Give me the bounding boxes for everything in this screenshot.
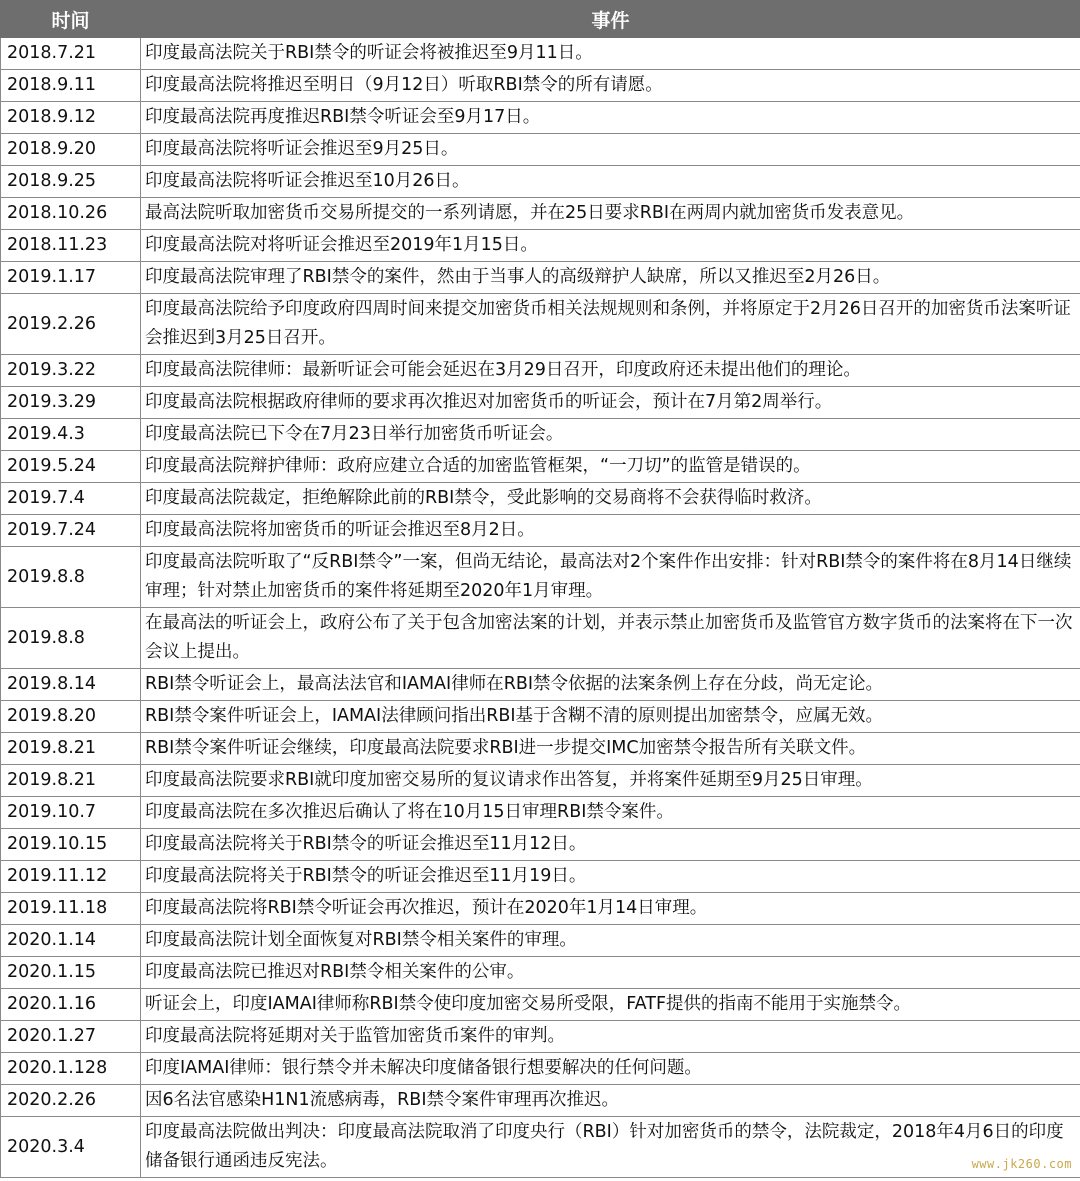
row-event: 印度最高法院律师：最新听证会可能会延迟在3月29日召开，印度政府还未提出他们的理论。 [141, 355, 1080, 387]
row-event: 印度最高法院将推迟至明日（9月12日）听取RBI禁令的所有请愿。 [141, 70, 1080, 102]
table-row [1, 797, 1080, 829]
table-row [1, 419, 1080, 451]
row-event: 印度最高法院在多次推迟后确认了将在10月15日审理RBI禁令案件。 [141, 797, 1080, 829]
row-date: 2019.5.24 [1, 451, 141, 483]
row-date: 2019.8.21 [1, 733, 141, 765]
row-date: 2018.9.11 [1, 70, 141, 102]
row-date: 2020.1.14 [1, 925, 141, 957]
row-date: 2019.3.29 [1, 387, 141, 419]
table-row [1, 925, 1080, 957]
row-event: 印度最高法院关于RBI禁令的听证会将被推迟至9月11日。 [141, 38, 1080, 70]
table-row [1, 733, 1080, 765]
row-date: 2020.3.4 [1, 1117, 141, 1178]
table-row [1, 230, 1080, 262]
row-event: 听证会上，印度IAMAI律师称RBI禁令使印度加密交易所受限，FATF提供的指南不能用于实施禁令。 [141, 989, 1080, 1021]
table-row [1, 957, 1080, 989]
row-date: 2019.8.20 [1, 701, 141, 733]
row-event: 印度最高法院做出判决：印度最高法院取消了印度央行（RBI）针对加密货币的禁令，法院裁定，2018年4月6日的印度储备银行通函违反宪法。 [141, 1117, 1080, 1178]
row-event: 印度最高法院辩护律师：政府应建立合适的加密监管框架，“一刀切”的监管是错误的。 [141, 451, 1080, 483]
row-date: 2019.10.7 [1, 797, 141, 829]
row-event: 印度最高法院将延期对关于监管加密货币案件的审判。 [141, 1021, 1080, 1053]
row-date: 2019.7.24 [1, 515, 141, 547]
row-event: 印度最高法院给予印度政府四周时间来提交加密货币相关法规规则和条例，并将原定于2月26日召开的加密货币法案听证会推迟到3月25日召开。 [141, 294, 1080, 355]
table-row [1, 102, 1080, 134]
row-date: 2020.1.15 [1, 957, 141, 989]
table-row [1, 861, 1080, 893]
table-row [1, 765, 1080, 797]
row-date: 2018.10.26 [1, 198, 141, 230]
row-date: 2018.9.20 [1, 134, 141, 166]
row-date: 2019.4.3 [1, 419, 141, 451]
table-row [1, 70, 1080, 102]
table-row [1, 1053, 1080, 1085]
table-row [1, 451, 1080, 483]
row-event: RBI禁令听证会上，最高法法官和IAMAI律师在RBI禁令依据的法案条例上存在分歧，尚无定论。 [141, 669, 1080, 701]
table-body [1, 38, 1080, 1178]
row-event: 印度最高法院已推迟对RBI禁令相关案件的公审。 [141, 957, 1080, 989]
row-date: 2018.11.23 [1, 230, 141, 262]
table-header [1, 1, 1080, 38]
row-event: 印度IAMAI律师：银行禁令并未解决印度储备银行想要解决的任何问题。 [141, 1053, 1080, 1085]
row-date: 2019.11.18 [1, 893, 141, 925]
row-event: 印度最高法院对将听证会推迟至2019年1月15日。 [141, 230, 1080, 262]
table-row [1, 483, 1080, 515]
table-row [1, 701, 1080, 733]
row-event: 印度最高法院计划全面恢复对RBI禁令相关案件的审理。 [141, 925, 1080, 957]
table-row [1, 893, 1080, 925]
table-row [1, 387, 1080, 419]
header-row [1, 1, 1080, 38]
row-event: 印度最高法院将RBI禁令听证会再次推迟，预计在2020年1月14日审理。 [141, 893, 1080, 925]
row-event: RBI禁令案件听证会继续，印度最高法院要求RBI进一步提交IMC加密禁令报告所有关联文件。 [141, 733, 1080, 765]
row-event: RBI禁令案件听证会上，IAMAI法律顾问指出RBI基于含糊不清的原则提出加密禁令，应属无效。 [141, 701, 1080, 733]
row-event: 印度最高法院将加密货币的听证会推迟至8月2日。 [141, 515, 1080, 547]
row-date: 2019.10.15 [1, 829, 141, 861]
table-row [1, 355, 1080, 387]
table-row [1, 608, 1080, 669]
row-event: 印度最高法院将关于RBI禁令的听证会推迟至11月19日。 [141, 861, 1080, 893]
row-date: 2020.1.16 [1, 989, 141, 1021]
table-row [1, 294, 1080, 355]
table-row [1, 134, 1080, 166]
row-date: 2019.8.21 [1, 765, 141, 797]
row-date: 2019.2.26 [1, 294, 141, 355]
row-date: 2020.2.26 [1, 1085, 141, 1117]
row-date: 2019.8.14 [1, 669, 141, 701]
row-event: 印度最高法院听取了“反RBI禁令”一案，但尚无结论，最高法对2个案件作出安排：针对RBI禁令的案件将在8月14日继续审理；针对禁止加密货币的案件将延期至2020年1月审理。 [141, 547, 1080, 608]
table-row [1, 262, 1080, 294]
row-date: 2018.9.25 [1, 166, 141, 198]
row-event: 印度最高法院要求RBI就印度加密交易所的复议请求作出答复，并将案件延期至9月25日审理。 [141, 765, 1080, 797]
row-event: 印度最高法院裁定，拒绝解除此前的RBI禁令，受此影响的交易商将不会获得临时救济。 [141, 483, 1080, 515]
table-row [1, 166, 1080, 198]
table-row [1, 829, 1080, 861]
table-row [1, 1021, 1080, 1053]
row-event: 印度最高法院根据政府律师的要求再次推迟对加密货币的听证会，预计在7月第2周举行。 [141, 387, 1080, 419]
date-column-header: 时间 [1, 1, 141, 38]
row-date: 2019.8.8 [1, 547, 141, 608]
row-date: 2019.7.4 [1, 483, 141, 515]
row-date: 2020.1.27 [1, 1021, 141, 1053]
row-event: 印度最高法院已下令在7月23日举行加密货币听证会。 [141, 419, 1080, 451]
table-row [1, 38, 1080, 70]
table-row [1, 989, 1080, 1021]
table-row [1, 1085, 1080, 1117]
row-date: 2018.9.12 [1, 102, 141, 134]
table-row [1, 198, 1080, 230]
row-event: 印度最高法院将关于RBI禁令的听证会推迟至11月12日。 [141, 829, 1080, 861]
row-event: 印度最高法院再度推迟RBI禁令听证会至9月17日。 [141, 102, 1080, 134]
row-event: 印度最高法院将听证会推迟至9月25日。 [141, 134, 1080, 166]
row-date: 2020.1.128 [1, 1053, 141, 1085]
table-row [1, 515, 1080, 547]
row-date: 2019.1.17 [1, 262, 141, 294]
row-event: 因6名法官感染H1N1流感病毒，RBI禁令案件审理再次推迟。 [141, 1085, 1080, 1117]
site-watermark: www.jk260.com [971, 1157, 1072, 1171]
event-column-header: 事件 [141, 1, 1080, 38]
row-date: 2019.8.8 [1, 608, 141, 669]
row-event: 在最高法的听证会上，政府公布了关于包含加密法案的计划，并表示禁止加密货币及监管官方数字货币的法案将在下一次会议上提出。 [141, 608, 1080, 669]
row-event: 印度最高法院将听证会推迟至10月26日。 [141, 166, 1080, 198]
row-event: 印度最高法院审理了RBI禁令的案件，然由于当事人的高级辩护人缺席，所以又推迟至2月26日。 [141, 262, 1080, 294]
row-date: 2018.7.21 [1, 38, 141, 70]
table-row [1, 669, 1080, 701]
row-date: 2019.11.12 [1, 861, 141, 893]
table-row [1, 547, 1080, 608]
row-date: 2019.3.22 [1, 355, 141, 387]
table-row [1, 1117, 1080, 1178]
row-event: 最高法院听取加密货币交易所提交的一系列请愿，并在25日要求RBI在两周内就加密货币发表意见。 [141, 198, 1080, 230]
